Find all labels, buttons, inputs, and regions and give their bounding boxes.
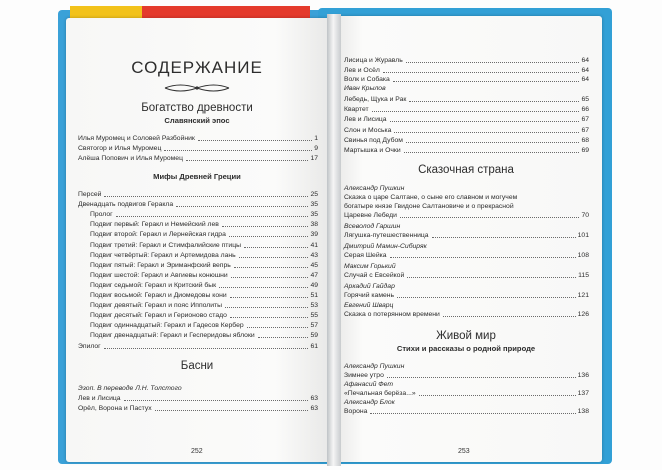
entry-title: Слон и Моська: [344, 126, 392, 134]
toc-entry: [344, 75, 589, 84]
leader-dots: [239, 257, 309, 258]
toc-entry: «Печальная берёза...» 137: [344, 390, 589, 397]
blok-author: Александр Блок: [344, 399, 395, 406]
entry-page: 41: [310, 241, 318, 249]
toc-entry: [78, 144, 318, 153]
entry-title: Эпилог: [78, 342, 101, 350]
entry-title: Лев и Осёл: [344, 66, 380, 74]
toc-entry: [90, 271, 318, 280]
leader-dots: [244, 247, 308, 248]
entry-page: 61: [310, 342, 318, 350]
entry-page: 57: [310, 322, 318, 330]
entry-title: Лев и Лисица: [78, 395, 121, 402]
toc-entry: [90, 301, 318, 310]
entry-title: Подвиг третий: Геракл и Стимфалийские птицы: [90, 241, 241, 249]
toc-entry: [90, 261, 318, 270]
toc-entry: Сказка о потерянном времени 126: [344, 311, 589, 318]
entry-title: Подвиг пятый: Геракл и Эриманфский вепрь: [90, 261, 231, 269]
leader-dots: [104, 196, 308, 197]
right-page-content: [330, 16, 602, 462]
entry-page: 64: [581, 57, 589, 64]
toc-entry: [344, 95, 589, 104]
toc-entry: [90, 311, 318, 320]
toc-entry: [90, 251, 318, 260]
toc-entry: Случай с Евсейкой 115: [344, 272, 589, 279]
entry-title: Лебедь, Щука и Рак: [344, 96, 407, 103]
entry-page: 69: [581, 147, 589, 154]
leader-dots: [372, 111, 580, 112]
entry-title: Орёл, Ворона и Пастух: [78, 405, 152, 412]
entry-page: 45: [310, 261, 318, 269]
entry-title: Подвиг десятый: Геракл и Герионово стадо: [90, 312, 227, 320]
leader-dots: [231, 277, 309, 278]
entry-title: Подвиг двенадцатый: Геракл и Гесперидовы яблоки: [90, 332, 255, 340]
toc-entry: [78, 404, 318, 413]
toc-entry: [90, 210, 318, 219]
krylov-author: Иван Крылов: [344, 85, 386, 92]
toc-entry: [78, 190, 318, 199]
leader-dots: [225, 307, 308, 308]
toc-entry: Ворона 138: [344, 408, 589, 415]
entry-page: 66: [581, 106, 589, 114]
leader-dots: [219, 287, 308, 288]
entry-page: 63: [310, 405, 318, 412]
entry-page: 25: [310, 191, 318, 198]
entry-page: 64: [581, 66, 589, 74]
toc-entry: [90, 241, 318, 250]
entry-page: 68: [581, 136, 589, 144]
entry-title: Святогор и Илья Муромец: [78, 145, 162, 152]
leader-dots: [406, 62, 580, 63]
section-title-living-world: Живой мир: [436, 330, 496, 342]
entry-title: Волк и Собака: [344, 76, 390, 83]
leader-dots: [230, 317, 309, 318]
entry-page: 43: [310, 251, 318, 259]
entry-title: Подвиг второй: Геракл и Лернейская гидра: [90, 231, 226, 239]
leader-dots: [247, 327, 309, 328]
entry-page: 67: [581, 116, 589, 124]
page-number-left: 252: [191, 448, 203, 455]
mamin-author: Дмитрий Мамин-Сибиряк: [344, 243, 427, 250]
entry-title: Мартышка и Очки: [344, 147, 401, 154]
entry-page: 49: [310, 281, 318, 289]
subsection-nature-poems: Стихи и рассказы о родной природе: [396, 344, 536, 353]
toc-entry: Лягушка-путешественница 101: [344, 232, 589, 239]
ornament-icon: [163, 82, 231, 94]
leader-dots: [164, 150, 312, 151]
entry-page: 51: [310, 292, 318, 299]
page-number-right: 253: [458, 448, 470, 455]
leader-dots: [198, 140, 312, 141]
entry-title: Алёша Попович и Илья Муромец: [78, 155, 183, 162]
fables-author: Эзоп. В переводе Л.Н. Толстого: [78, 385, 182, 392]
toc-entry: [344, 126, 589, 135]
entry-title: Лисица и Журавль: [344, 57, 403, 64]
entry-page: 65: [581, 96, 589, 103]
leader-dots: [124, 400, 309, 401]
entry-page: 59: [310, 332, 318, 340]
leader-dots: [186, 160, 308, 161]
toc-entry: [344, 56, 589, 65]
entry-title: Персей: [78, 191, 102, 198]
gaidar-author: Аркадий Гайдар: [344, 283, 395, 290]
entry-title: Лев и Лисица: [344, 116, 387, 124]
toc-entry: [78, 154, 318, 163]
toc-entry: Горячий камень 121: [344, 292, 589, 299]
subsection-slavic-epic: Славянский эпос: [164, 116, 230, 125]
entry-title: Подвиг четвёртый: Геракл и Артемидова лань: [90, 251, 236, 259]
leader-dots: [406, 142, 580, 143]
toc-entry: [78, 200, 318, 209]
leader-dots: [116, 216, 309, 217]
entry-page: 53: [310, 302, 318, 310]
entry-page: 9: [314, 145, 318, 152]
entry-page: 35: [310, 211, 318, 219]
entry-page: 1: [314, 135, 318, 142]
toc-entry: Серая Шейка 108: [344, 252, 589, 259]
toc-entry: [78, 394, 318, 403]
toc-entry: Зимнее утро 136: [344, 372, 589, 379]
entry-page: 55: [310, 312, 318, 320]
garshin-author: Всеволод Гаршин: [344, 223, 401, 230]
entry-page: 17: [310, 155, 318, 162]
entry-title: Пролог: [90, 211, 113, 219]
entry-title: Подвиг первый: Геракл и Немейский лев: [90, 221, 219, 229]
toc-entry: [90, 230, 318, 239]
entry-page: 47: [310, 271, 318, 279]
leader-dots: [234, 267, 309, 268]
toc-entry: богатыре князе Гвидоне Салтановиче и о прекрасной: [344, 203, 514, 210]
section-title-antiquity: Богатство древности: [141, 102, 253, 114]
toc-entry: [78, 342, 318, 351]
leader-dots: [155, 410, 309, 411]
leader-dots: [409, 101, 579, 102]
section-title-fables: Басни: [180, 360, 214, 372]
entry-title: Подвиг шестой: Геракл и Авгиевы конюшни: [90, 271, 228, 279]
left-page-content: [66, 18, 328, 462]
leader-dots: [383, 72, 580, 73]
toc-entry: [78, 134, 318, 143]
toc-entry: [344, 105, 589, 114]
shvarts-author: Евгений Шварц: [344, 302, 394, 309]
pushkin-author: Александр Пушкин: [344, 185, 405, 192]
leader-dots: [258, 337, 309, 338]
entry-page: 35: [310, 201, 318, 209]
leader-dots: [394, 132, 579, 133]
entry-page: 64: [581, 76, 589, 83]
fet-author: Афанасий Фет: [344, 381, 394, 388]
toc-entry: [344, 66, 589, 75]
toc-entry: [90, 321, 318, 330]
leader-dots: [222, 226, 309, 227]
toc-entry: [344, 115, 589, 124]
entry-title: Илья Муромец и Соловей Разбойник: [78, 135, 195, 142]
entry-title: Подвиг восьмой: Геракл и Диомедовы кони: [90, 292, 227, 299]
leader-dots: [404, 152, 580, 153]
entry-title: Двенадцать подвигов Геракла: [78, 201, 174, 209]
entry-page: 63: [310, 395, 318, 402]
leader-dots: [230, 297, 309, 298]
toc-entry: [90, 291, 318, 300]
section-title-fairy-land: Сказочная страна: [418, 164, 514, 176]
leader-dots: [390, 121, 580, 122]
toc-entry: Царевне Лебеди 70: [344, 212, 589, 219]
toc-entry: [90, 331, 318, 340]
subsection-greek-myths: Мифы Древней Греции: [153, 172, 241, 181]
leader-dots: [229, 236, 309, 237]
entry-page: 67: [581, 126, 589, 134]
leader-dots: [176, 206, 308, 207]
entry-title: Свинья под Дубом: [344, 136, 403, 144]
toc-entry: [344, 146, 589, 155]
toc-entry: [344, 136, 589, 145]
toc-entry: [90, 281, 318, 290]
entry-page: 38: [310, 221, 318, 229]
leader-dots: [104, 348, 309, 349]
entry-page: 39: [310, 231, 318, 239]
toc-entry: Сказка о царе Салтане, о сыне его славном и могучем: [344, 194, 518, 201]
entry-title: Подвиг одиннадцатый: Геракл и Гадесов Кербер: [90, 322, 244, 330]
gorky-author: Максим Горький: [344, 263, 396, 270]
entry-title: Подвиг седьмой: Геракл и Критский бык: [90, 281, 217, 289]
pushkin2-author: Александр Пушкин: [344, 363, 405, 370]
entry-title: Квартет: [344, 106, 369, 114]
leader-dots: [393, 81, 580, 82]
toc-entry: [90, 220, 318, 229]
contents-title: СОДЕРЖАНИЕ: [131, 58, 263, 77]
entry-title: Подвиг девятый: Геракл и пояс Ипполиты: [90, 302, 223, 310]
